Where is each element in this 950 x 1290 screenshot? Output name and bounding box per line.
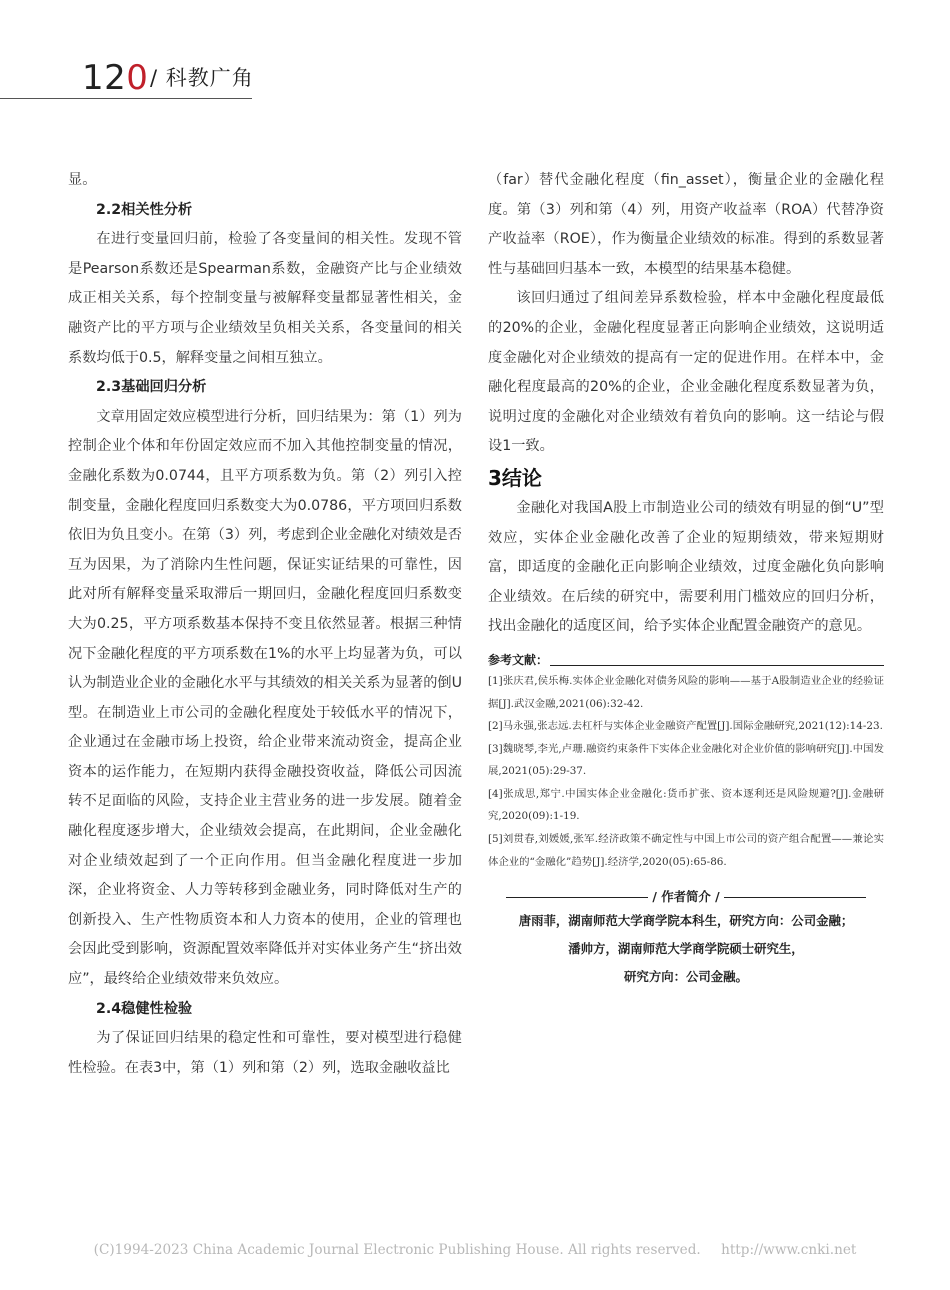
- copyright-footer: [0, 1240, 950, 1260]
- heading-robustness-test: 2.4稳健性检验: [96, 1000, 193, 1017]
- references-heading: [488, 650, 884, 670]
- page-number: [82, 58, 148, 98]
- heading-conclusion: 3结论: [488, 465, 542, 490]
- paragraph-continuation: 显。: [68, 172, 97, 188]
- reference-item: [5]刘贯春,刘媛媛,张军.经济政策不确定性与中国上市公司的资产组合配置——兼论实体企业的“金融化”趋势[J].经济学,2020(05):65-86.: [488, 833, 884, 868]
- author-heading: [488, 887, 884, 907]
- author-info: 唐雨菲，湖南师范大学商学院本科生，研究方向：公司金融；: [518, 913, 854, 929]
- section-name: [150, 64, 254, 92]
- paragraph-conclusion: 金融化对我国A股上市制造业公司的绩效有明显的倒“U”型效应，实体企业金融化改善了企业的短期绩效，带来短期财富，即适度的金融化正向影响企业绩效，过度金融化负向影响企业绩效。在后续的研究中，需要利用门槛效应的回归分析，找出金融化的适度区间，给予实体企业配置金融资产的意见。: [488, 499, 884, 635]
- header-rule: [0, 98, 252, 99]
- page-header: [0, 0, 950, 110]
- copyright-text: (C)1994-2023 China Academic Journal Electronic Publishing House. All rights reserved.: [93, 1242, 701, 1258]
- right-column: [488, 166, 884, 991]
- author-rule-left: [506, 897, 648, 898]
- references-title: 参考文献：: [488, 652, 549, 667]
- footer-url[interactable]: http://www.cnki.net: [721, 1242, 857, 1258]
- reference-item: [4]张成思,郑宁.中国实体企业金融化:货币扩张、资本逐利还是风险规避?[J].金融研究,2020(09):1-19.: [488, 787, 884, 823]
- paragraph-robustness-cont: （far）替代金融化程度（fin_asset），衡量企业的金融化程度。第（3）列和第（4）列，用资产收益率（ROA）代替净资产收益率（ROE），作为衡量企业绩效的标准。得到的系数显著性与基础回归基本一致，本模型的结果基本稳健。: [488, 172, 884, 277]
- page-number-accent-digit: 0: [126, 58, 149, 98]
- references-rule: [550, 665, 884, 666]
- paragraph-robustness: 为了保证回归结果的稳定性和可靠性，要对模型进行稳健性检验。在表3中，第（1）列和第（2）列，选取金融收益比: [68, 1030, 462, 1076]
- heading-base-regression: 2.3基础回归分析: [96, 379, 207, 396]
- paragraph-group-difference: 该回归通过了组间差异系数检验，样本中金融化程度最低的20%的企业，金融化程度显著正向影响企业绩效，这说明适度金融化对企业绩效的提高有一定的促进作用。在样本中，金融化程度最高的20%的企业，企业金融化程度系数显著为负，说明过度的金融化对企业绩效有着负向的影响。这一结论与假设1一致。: [488, 290, 884, 455]
- author-title: / 作者简介 /: [652, 889, 720, 905]
- section-title: 科教广角: [165, 66, 254, 90]
- author-info: 研究方向：公司金融。: [624, 969, 748, 985]
- paragraph-base-regression: 文章用固定效应模型进行分析，回归结果为：第（1）列为控制企业个体和年份固定效应而不加入其他控制变量的情况，金融化系数为0.0744，且平方项系数为负。第（2）列引入控制变量，金融化程度回归系数变大为0.0786，平方项回归系数依旧为负且变小。在第（3）列，考虑到企业金融化对绩效是否互为因果，为了消除内生性问题，保证实证结果的可靠性，因此对所有解释变量采取滞后一期回归，金融化程度回归系数变大为0.25，平方项系数基本保持不变且依然显著。根据三种情况下金融化程度的平方项系数在1%的水平上均显著为负，可以认为制造业企业的金融化水平与其绩效的相关关系为显著的倒U型。在制造业上市公司的金融化程度处于较低水平的情况下，企业通过在金融市场上投资，给企业带来流动资金，提高企业资本的运作能力，在短期内获得金融投资收益，降低公司因流转不足面临的风险，支持企业主营业务的进一步发展。随着金融化程度逐步增大，企业绩效会提高，在此期间，企业金融化对企业绩效起到了一个正向作用。但当金融化程度进一步加深，企业将资金、人力等转移到金融业务，同时降低对生产的创新投入、生产性物质资本和人力资本的使用，企业的管理也会因此受到影响，资源配置效率降低并对实体业务产生“挤出效应”，最终给企业绩效带来负效应。: [68, 408, 462, 988]
- author-info: 潘帅方，湖南师范大学商学院硕士研究生，: [568, 941, 804, 957]
- left-column: [68, 166, 462, 1083]
- reference-item: [1]张庆君,侯乐梅.实体企业金融化对债务风险的影响——基于A股制造业企业的经验证据[J].武汉金融,2021(06):32-42.: [488, 674, 884, 710]
- author-rule-right: [724, 897, 866, 898]
- reference-item: [2]马永强,张志远.去杠杆与实体企业金融资产配置[J].国际金融研究,2021(12):14-23.: [488, 720, 883, 733]
- reference-item: [3]魏晓琴,李光,卢珊.融资约束条件下实体企业金融化对企业价值的影响研究[J].中国发展,2021(05):29-37.: [488, 742, 884, 778]
- heading-correlation-analysis: 2.2相关性分析: [96, 201, 193, 218]
- page-number-digits: 12: [82, 58, 127, 98]
- header-separator: /: [150, 66, 159, 90]
- paragraph-correlation: 在进行变量回归前，检验了各变量间的相关性。发现不管是Pearson系数还是Spearman系数，金融资产比与企业绩效成正相关关系，每个控制变量与被解释变量都显著性相关，金融资产比的平方项与企业绩效呈负相关关系，各变量间的相关系数均低于0.5，解释变量之间相互独立。: [68, 231, 462, 366]
